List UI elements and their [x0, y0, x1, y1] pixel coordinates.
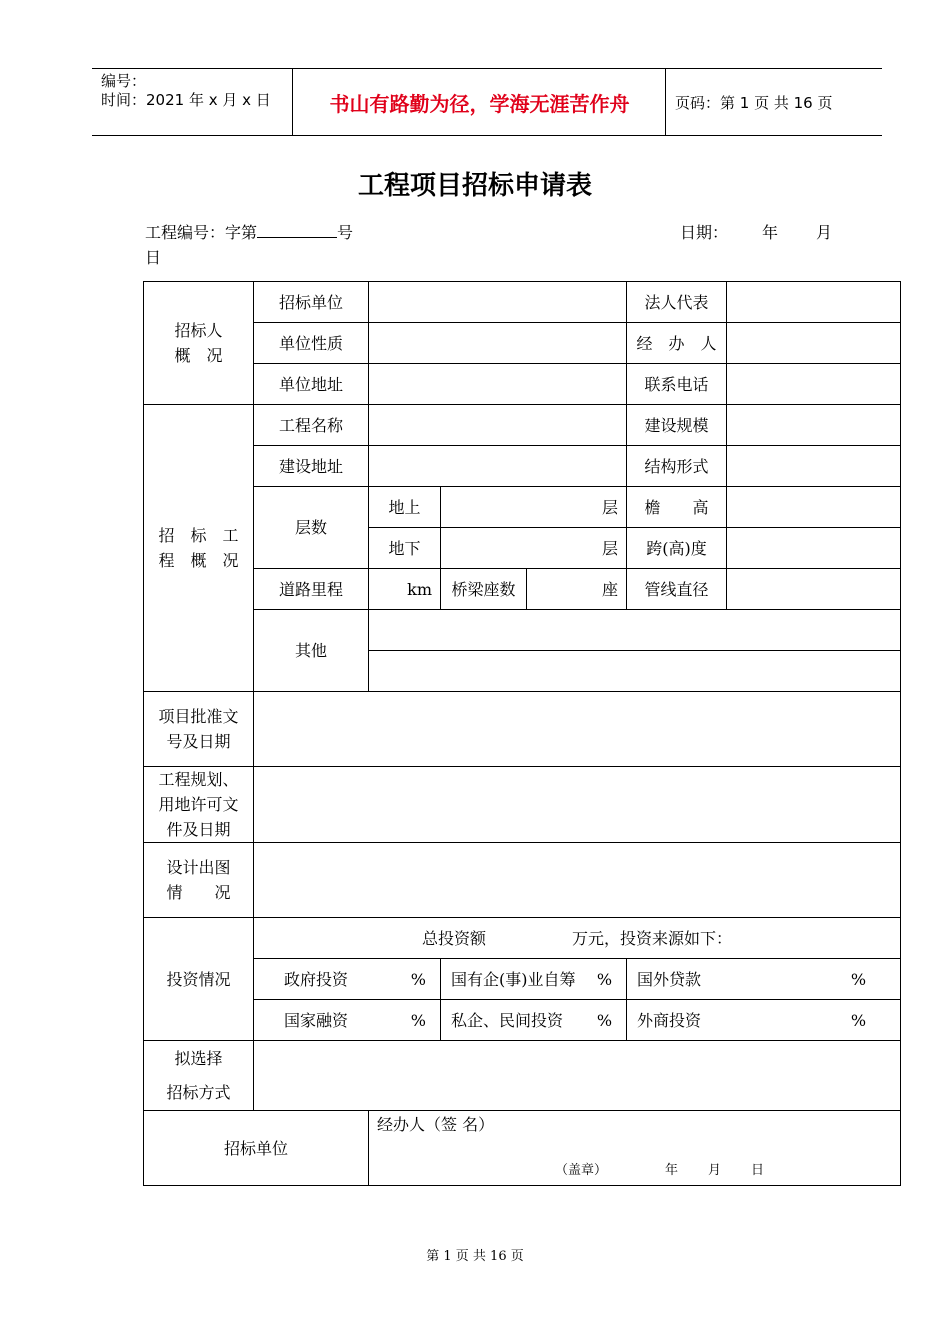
label-project-name: 工程名称 [254, 405, 369, 446]
header-time-label: 时间：2021 年 x 月 x 日 [101, 91, 271, 109]
field-eave-height[interactable] [727, 487, 901, 528]
unit-km: km [407, 579, 432, 599]
label-below-ground: 地下 [369, 528, 441, 569]
project-number-suffix: 号 [337, 223, 354, 242]
section-project: 招 标 工 程 概 况 [144, 405, 254, 692]
pct-sign: % [596, 1010, 613, 1030]
field-gov-investment[interactable] [254, 959, 441, 1000]
label-unit-address: 单位地址 [254, 364, 369, 405]
label-unit-nature: 单位性质 [254, 323, 369, 364]
field-private-investment[interactable] [441, 1000, 627, 1041]
field-contact-phone[interactable] [727, 364, 901, 405]
header-number-label: 编号： [101, 72, 147, 90]
label-pipe-diameter: 管线直径 [627, 569, 727, 610]
label-foreign-business: 外商投资 [637, 1010, 702, 1030]
seal-month: 月 [708, 1163, 722, 1178]
field-tender-method[interactable] [254, 1041, 901, 1111]
unit-seat: 座 [602, 579, 619, 599]
project-number-prefix: 工程编号：字第 [145, 223, 258, 242]
pct-sign: % [410, 1010, 426, 1030]
field-below-floors[interactable] [441, 528, 627, 569]
field-bridge-count[interactable] [527, 569, 627, 610]
pct-sign: % [410, 969, 426, 989]
label-foreign-loan: 国外贷款 [637, 969, 702, 989]
header-bottom-rule [92, 135, 882, 136]
project-number-blank[interactable] [257, 223, 337, 238]
total-investment-suffix: 万元，投资来源如下： [572, 928, 733, 948]
label-legal-rep: 法人代表 [627, 282, 727, 323]
date-month: 月 [816, 223, 833, 242]
field-signoff[interactable] [369, 1111, 901, 1186]
label-bridge-count: 桥梁座数 [441, 569, 527, 610]
label-above-ground: 地上 [369, 487, 441, 528]
label-private-investment: 私企、民间投资 [451, 1010, 564, 1030]
page-footer: 第 1 页 共 16 页 [426, 1249, 524, 1264]
field-span[interactable] [727, 528, 901, 569]
label-soe-investment: 国有企(事)业自筹 [451, 969, 576, 989]
label-signoff-unit: 招标单位 [144, 1111, 369, 1186]
field-national-finance[interactable] [254, 1000, 441, 1041]
seal-year: 年 [665, 1163, 679, 1178]
section-tenderer: 招标人 概 况 [144, 282, 254, 405]
project-number-line [145, 222, 353, 244]
field-legal-rep[interactable] [727, 282, 901, 323]
field-build-scale[interactable] [727, 405, 901, 446]
field-project-name[interactable] [369, 405, 627, 446]
pct-sign: % [850, 1010, 867, 1030]
seal-day: 日 [751, 1163, 765, 1178]
field-above-floors[interactable] [441, 487, 627, 528]
label-structure: 结构形式 [627, 446, 727, 487]
field-unit-nature[interactable] [369, 323, 627, 364]
field-planning[interactable] [254, 767, 901, 843]
field-approval[interactable] [254, 692, 901, 767]
page-title: 工程项目招标申请表 [357, 171, 592, 201]
label-contact-phone: 联系电话 [627, 364, 727, 405]
label-build-site: 建设地址 [254, 446, 369, 487]
pct-sign: % [850, 969, 867, 989]
handler-signature-label: 经办人（签 名） [377, 1115, 495, 1134]
label-build-scale: 建设规模 [627, 405, 727, 446]
field-tender-unit[interactable] [369, 282, 627, 323]
date-day: 日 [145, 248, 162, 267]
label-other: 其他 [254, 610, 369, 692]
field-total-investment[interactable] [254, 918, 901, 959]
date-year: 年 [762, 223, 779, 242]
date-label: 日期： [680, 223, 729, 242]
pct-sign: % [596, 969, 613, 989]
label-investment: 投资情况 [144, 918, 254, 1041]
label-design: 设计出图 情 况 [144, 843, 254, 918]
field-handler[interactable] [727, 323, 901, 364]
tender-application-table [143, 281, 901, 1186]
label-gov-investment: 政府投资 [284, 969, 349, 989]
label-tender-unit: 招标单位 [254, 282, 369, 323]
field-foreign-business[interactable] [627, 1000, 901, 1041]
unit-floor: 层 [602, 538, 619, 558]
field-structure[interactable] [727, 446, 901, 487]
field-other-line-2[interactable] [369, 651, 901, 692]
label-approval: 项目批准文 号及日期 [144, 692, 254, 767]
field-road-length[interactable] [369, 569, 441, 610]
label-national-finance: 国家融资 [284, 1010, 349, 1030]
label-handler: 经 办 人 [627, 323, 727, 364]
label-tender-method: 拟选择 招标方式 [144, 1041, 254, 1111]
label-floors: 层数 [254, 487, 369, 569]
seal-label: （盖章） [555, 1163, 608, 1178]
label-planning: 工程规划、 用地许可文 件及日期 [144, 767, 254, 843]
header-page-label: 页码：第 1 页 共 16 页 [675, 94, 833, 112]
total-investment-label: 总投资额 [421, 928, 486, 948]
date-line [680, 222, 832, 244]
seal-date-line [555, 1161, 764, 1181]
field-design[interactable] [254, 843, 901, 918]
field-build-site[interactable] [369, 446, 627, 487]
unit-floor: 层 [602, 497, 619, 517]
field-foreign-loan[interactable] [627, 959, 901, 1000]
label-span: 跨(高)度 [627, 528, 727, 569]
header-top-rule [92, 68, 882, 69]
field-soe-investment[interactable] [441, 959, 627, 1000]
field-unit-address[interactable] [369, 364, 627, 405]
label-eave-height: 檐 高 [627, 487, 727, 528]
field-pipe-diameter[interactable] [727, 569, 901, 610]
header-motto: 书山有路勤为径，学海无涯苦作舟 [329, 92, 630, 116]
field-other-line-1[interactable] [369, 610, 901, 651]
label-road-length: 道路里程 [254, 569, 369, 610]
